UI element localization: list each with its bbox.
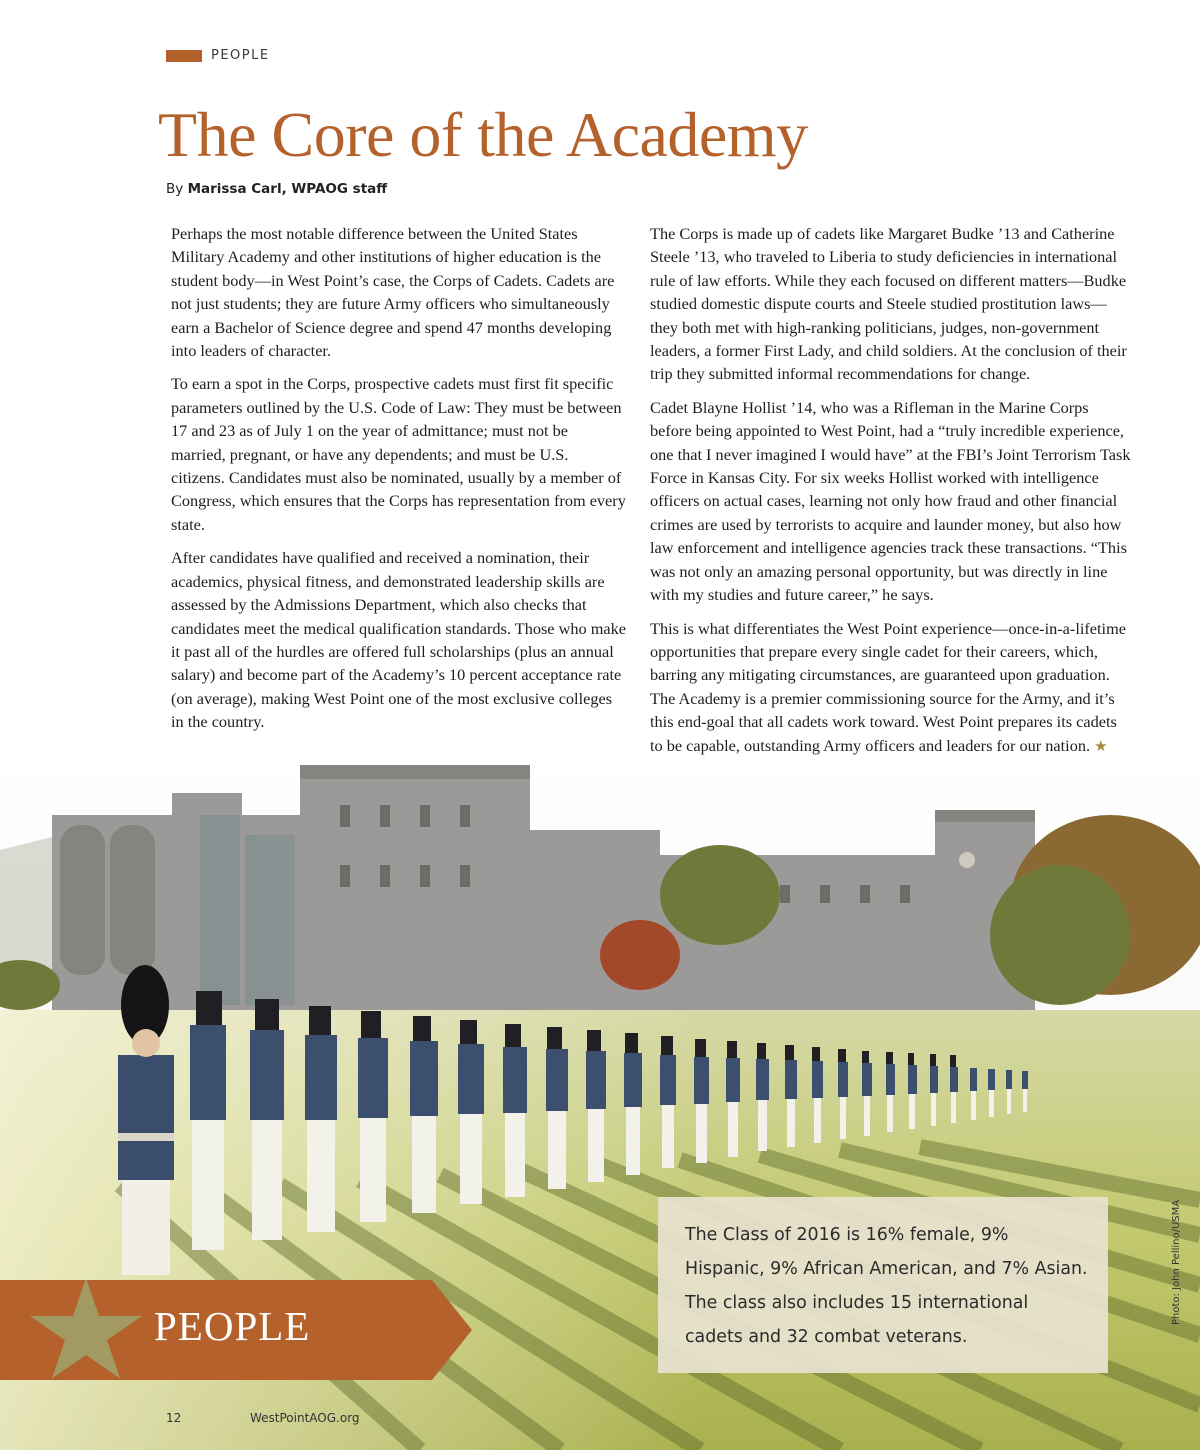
paragraph: To earn a spot in the Corps, prospective cadets must first fit specific parameters outlined by the U.S. Code of Law: They must be between 17 and 23 as of July 1 on the year of admittance; must not be married, pregnant, or have any dependents; and must be U.S. citizens. Candidates must also be nominated, usually by a member of Congress, which ensures that the Corps has representation from every state. <box>171 374 626 534</box>
people-banner <box>0 1280 475 1380</box>
byline-author: Marissa Carl, WPAOG staff <box>187 181 388 197</box>
byline <box>166 181 387 197</box>
photo-credit <box>1171 1199 1185 1325</box>
banner-label: PEOPLE <box>154 1303 311 1349</box>
section-tag-bar <box>166 50 202 62</box>
paragraph: Perhaps the most notable difference between the United States Military Academy and other institutions of higher education is the student body—in West Point’s case, the Corps of Cadets. Cadets are not just students; they are future Army officers who simultaneously earn a Bachelor of Science degree and spend 47 months developing into leaders of character. <box>171 224 615 361</box>
end-star-icon: ★ <box>1094 738 1108 755</box>
right-column <box>650 222 1132 769</box>
page-number: 12 <box>166 1411 182 1425</box>
paragraph: Cadet Blayne Hollist ’14, who was a Rifleman in the Marine Corps before being appointed to West Point, had a “truly incredible experience, one that I never imagined I would have” at the FBI’s Joint Terrorism Task Force in Kansas City. For six weeks Hollist worked with intelligence officers on actual cases, learning not only how fraud and other financial crimes are used by terrorists to acquire and launder money, but also how law enforcement and intelligence agencies track these transactions. “This was not only an amazing personal opportunity, but was directly in line with my studies and future career,” he says. <box>650 397 1131 605</box>
section-tag-label: PEOPLE <box>211 48 270 63</box>
paragraph: The Corps is made up of cadets like Margaret Budke ’13 and Catherine Steele ’13, who traveled to Liberia to study deficiencies in international rule of law efforts. While they each focused on different matters—Budke studied domestic dispute courts and Steele studied prostitution laws—they both met with high-ranking politicians, judges, non-government leaders, a former First Lady, and child soldiers. At the conclusion of their trip they submitted informal recommendations for change. <box>650 224 1127 384</box>
left-column <box>171 222 626 744</box>
footer-site: WestPointAOG.org <box>250 1411 360 1425</box>
callout-box <box>658 1197 1108 1373</box>
callout-text: The Class of 2016 is 16% female, 9% Hispanic, 9% African American, and 7% Asian. The class also includes 15 international cadets and 32 combat veterans. <box>685 1225 1088 1347</box>
photo-credit-text: Photo: John Pellino/USMA <box>1171 1199 1182 1325</box>
article-title: The Core of the Academy <box>158 99 808 170</box>
paragraph-text: This is what differentiates the West Point experience—once-in-a-lifetime opportunities that prepare every single cadet for their careers, which, barring any mitigating circumstances, are guaranteed upon graduation. The Academy is a premier commissioning source for the Army, and it’s this end-goal that all cadets work toward. West Point prepares its cadets to be capable, outstanding Army officers and leaders for our nation. <box>650 618 1126 755</box>
byline-prefix: By <box>166 181 184 197</box>
paragraph: After candidates have qualified and received a nomination, their academics, physical fitness, and demonstrated leadership skills are assessed by the Admissions Department, which also checks that candidates meet the medical qualification standards. Those who make it past all of the hurdles are offered full scholarships (plus an annual salary) and become part of the Academy’s 10 percent acceptance rate (on average), making West Point one of the most exclusive colleges in the country. <box>171 548 626 732</box>
section-tag <box>166 48 270 63</box>
paragraph-last <box>650 617 1132 759</box>
